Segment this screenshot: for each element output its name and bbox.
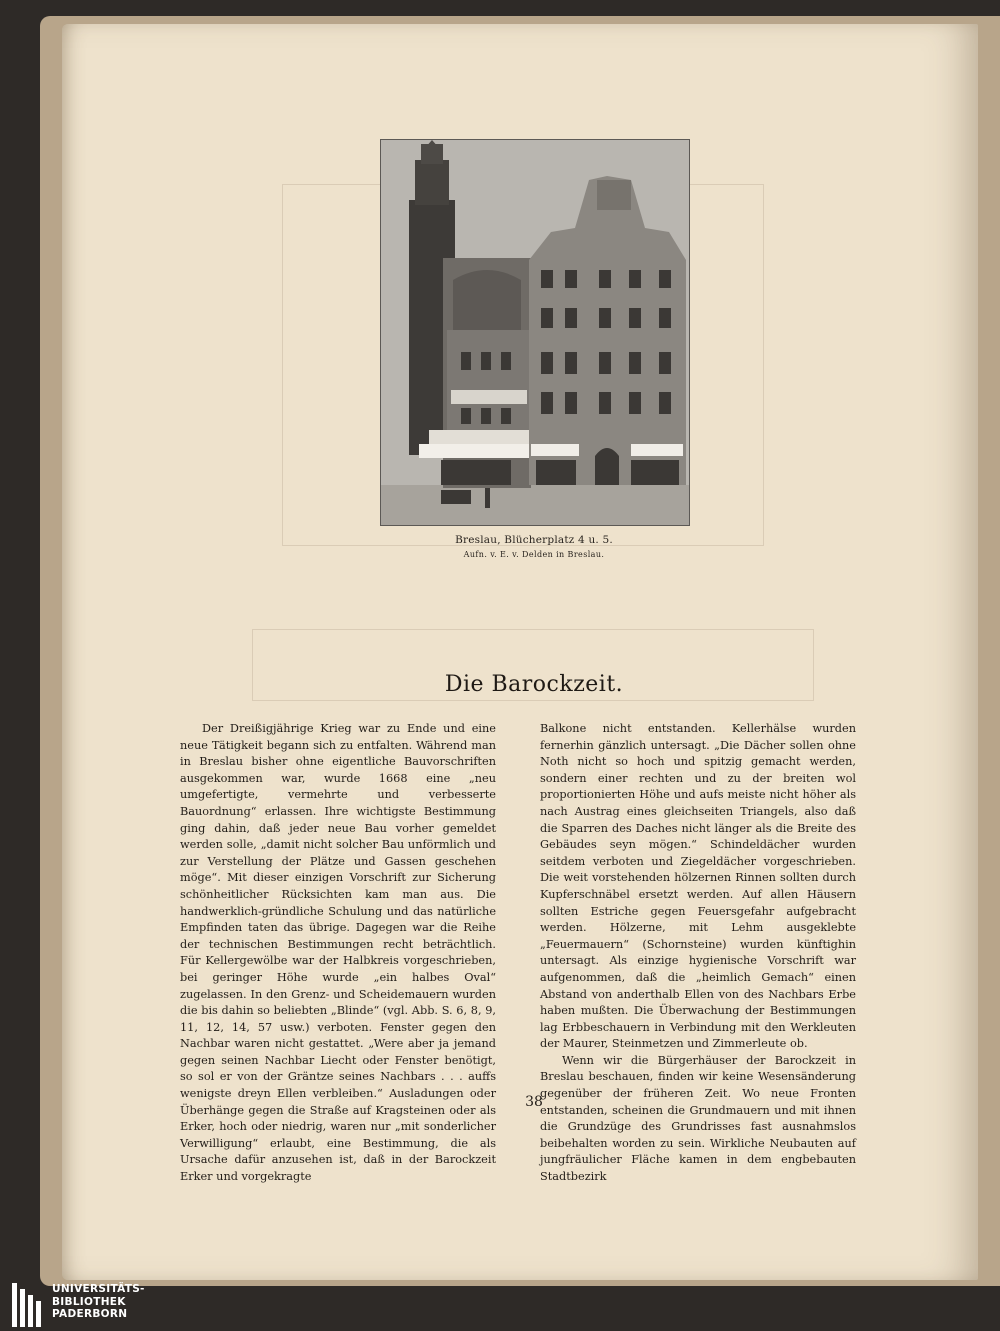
text-column-left [180,721,496,1186]
library-logo-line: BIBLIOTHEK [52,1295,126,1308]
paragraph: Balkone nicht entstanden. Kellerhälse wurden fernerhin gänzlich untersagt. „Die Dächer sollen ohne Noth nicht so hoch und spitzig gemacht werden, sondern einer rechten und zu der breiten wol proportionierten Höhe und aufs meiste nicht höher als nach Austrag eines gleichseiten Triangels, also daß die Sparren des Daches nicht länger als die Breite des Gebäudes seyn mögen.“ Schindeldächer wurden seitdem verboten und Ziegeldächer vorgeschrieben. Die weit vorstehenden hölzernen Rinnen sollten durch Kupferschnäbel ersetzt werden. Auf allen Häusern sollten Estriche gegen Feuersgefahr aufgebracht werden. Hölzerne, mit Lehm ausgeklebte „Feuermauern“ (Schornsteine) wurden künftighin untersagt. Als einzige hygienische Vorschrift war aufgenommen, daß die „heimlich Gemach“ einen Abstand von anderthalb Ellen von des Nachbars Erbe haben mußten. Die Überwachung der Bestimmungen lag Erbbeschauern in Verbindung mit den Werkleuten der Maurer, Steinmetzen und Zimmerleute ob. [540,722,856,1051]
paragraph: Wenn wir die Bürgerhäuser der Barockzeit in Breslau beschauen, finden wir keine Wesensänderung gegenüber der früheren Zeit. Wo neue Fronten entstanden, scheinen die Grundmauern und mit ihnen die Grundzüge des Grundrisses fast ausnahmslos beibehalten worden zu sein. Wirkliche Neubauten auf jungfräulicher Fläche kamen in dem engbebauten Stadtbezirk [540,1053,856,1184]
photo-caption-title: Breslau, Blücherplatz 4 u. 5. [455,534,613,546]
library-logo [10,1281,180,1329]
building-photograph [380,139,690,526]
photo-caption-credit: Aufn. v. E. v. Delden in Breslau. [463,550,605,559]
section-heading: Die Barockzeit. [444,672,624,697]
text-column-right [540,721,856,1186]
building-photograph-drawing [381,140,689,525]
paragraph: Der Dreißigjährige Krieg war zu Ende und eine neue Tätigkeit begann sich zu entfalten. Während man in Breslau bisher ohne eigentliche Bauvorschriften ausgekommen war, wurde 1668 eine „neu umgefertigte, vermehrte und verbesserte Bauordnung“ erlassen. Ihre wichtigste Bestimmung ging dahin, daß jeder neue Bau vorher gemeldet werden solle, „damit nicht solcher Bau unförmlich und zur Verstellung der Plätze und Gassen geschehen möge“. Mit dieser einzigen Vorschrift zur Sicherung schönheitlicher Rücksichten kam man aus. Die handwerklich-gründliche Schulung und das natürliche Empfinden taten das übrige. Dagegen war die Reihe der technischen Bestimmungen recht beträchtlich. Für Kellergewölbe war der Halbkreis vorgeschrieben, bei geringer Höhe wurde „ein halbes Oval“ zugelassen. In den Grenz- und Scheidemauern wurden die bis dahin so beliebten „Blinde“ (vgl. Abb. S. 6, 8, 9, 11, 12, 14, 57 usw.) verboten. Fenster gegen den Nachbar waren nicht gestattet. „Were aber ja jemand gegen seinen Nachbar Liecht oder Fenster benötigt, so sol er von der Gräntze seines Nachbars . . . auffs wenigste dreyn Ellen verbleiben.“ Ausladungen oder Überhänge gegen die Straße auf Kragsteinen oder als Erker, hoch oder niedrig, waren nur „mit sonderlicher Verwilligung“ erlaubt, eine Bestimmung, die als Ursache dafür anzusehen ist, daß in der Barockzeit Erker und vorgekragte [180,722,496,1184]
library-logo-icon [10,1283,46,1327]
page-number: 38 [525,1094,543,1110]
library-logo-line: UNIVERSITÄTS- [52,1283,145,1295]
library-logo-text [52,1283,145,1321]
book-page [62,24,978,1280]
library-logo-line: PADERBORN [52,1308,128,1320]
